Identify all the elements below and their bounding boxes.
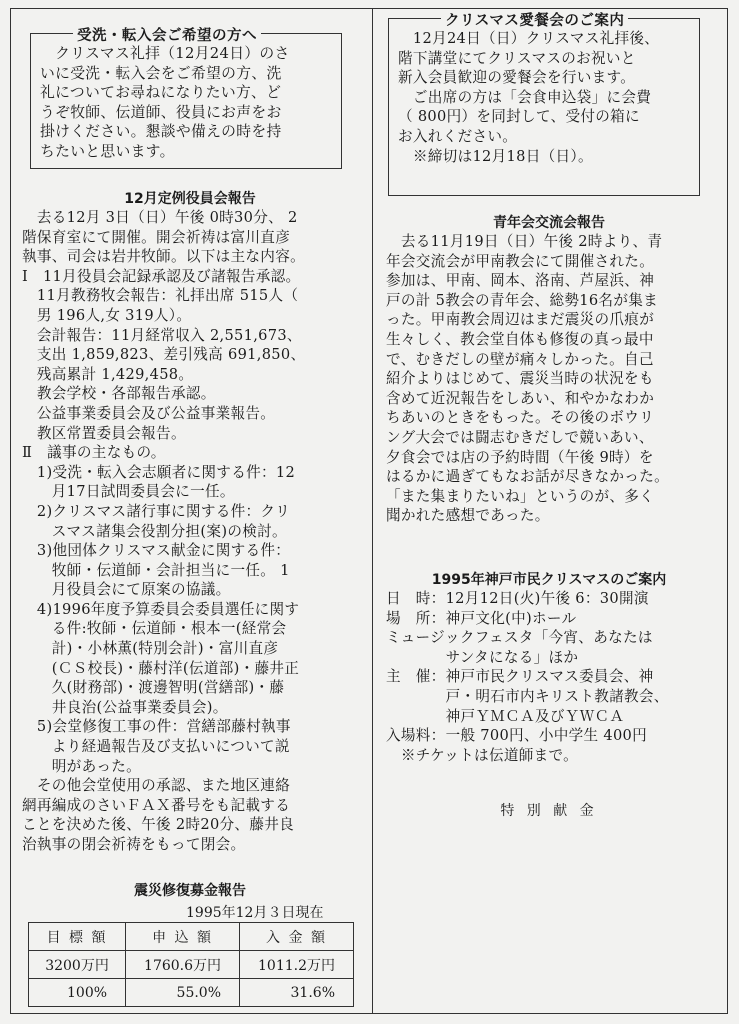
text-line: 掛けください。懇談や備えの時を持 xyxy=(40,123,282,141)
text-line: ことを決めた後、午後 2時20分、藤井良 xyxy=(22,816,294,834)
text-line: 生々しく、教会堂自体も修復の真っ最中 xyxy=(386,330,654,348)
text-line: 参加は、甲南、岡本、洛南、芦屋浜、神 xyxy=(386,272,655,290)
text-line: 会計報告：11月経常収入 2,551,673、 xyxy=(22,326,302,344)
text-line: より経過報告及び支払いについて説 xyxy=(22,738,290,756)
table-cell: 1011.2万円 xyxy=(240,951,354,979)
text-line: 新入会員歓迎の愛餐会を行います。 xyxy=(398,69,636,87)
text-line: Ⅱ 議事の主なもの。 xyxy=(22,444,166,462)
text-line: 入場料：一般 700円、小中学生 400円 xyxy=(386,727,648,745)
xmas-dinner-box xyxy=(388,13,700,196)
text-line: いに受洗・転入会をご希望の方、洗 xyxy=(40,64,282,82)
text-line: クリスマス礼拝（12月24日）のさ xyxy=(40,45,290,62)
text-line: ング大会では闘志むきだしで競いあい、 xyxy=(386,428,654,446)
text-line: 日 時：12月12日(火)午後 6：30開演 xyxy=(386,590,649,607)
officers-report-text xyxy=(22,208,362,855)
text-line: お入れください。 xyxy=(398,127,518,145)
table-header-cell: 入 金 額 xyxy=(240,923,354,951)
text-line: 公益事業委員会及び公益事業報告。 xyxy=(22,404,276,422)
table-cell: 55.0% xyxy=(126,979,240,1007)
text-line: 教会学校・各部報告承認。 xyxy=(22,385,216,403)
baptism-notice-text xyxy=(40,44,290,162)
text-line: 3)他団体クリスマス献金に関する件： xyxy=(22,542,291,560)
text-line: 執事、司会は岩井牧師。以下は主な内容。 xyxy=(22,248,305,266)
text-line: 階下講堂にてクリスマスのお祝いと xyxy=(398,49,636,67)
text-line: 紹介よりはじめて、震災当時の状況をも xyxy=(386,370,654,388)
youth-report-text xyxy=(386,232,716,526)
text-line: 神戸ＹＭＣＡ及びＹＷＣＡ xyxy=(386,707,625,725)
text-line: ご出席の方は「会食申込袋」に会費 xyxy=(398,88,652,106)
text-line: ちあいのときをもった。その後のボウリ xyxy=(386,409,655,427)
text-line: 男 196人,女 319人）。 xyxy=(22,306,192,324)
text-line: 含めて近況報告をしあい、和やかなわか xyxy=(386,389,655,407)
special-offering-title: 特 別 献 金 xyxy=(500,803,598,819)
text-line: 1)受洗・転入会志願者に関する件：12 xyxy=(22,463,296,481)
text-line: 11月教務牧会報告：礼拝出席 515人（ xyxy=(22,287,299,305)
text-line: 残高累計 1,429,458。 xyxy=(22,365,194,383)
text-line: 支出 1,859,823、差引残高 691,850、 xyxy=(22,346,306,364)
text-line: サンタになる」ほか xyxy=(386,648,579,666)
text-line: 12月24日（日）クリスマス礼拝後、 xyxy=(398,30,660,47)
text-line: Ⅰ 11月役員会記録承認及び諸報告承認。 xyxy=(22,267,301,285)
text-line: スマス諸集会役割分担(案)の検討。 xyxy=(22,522,287,540)
fund-report-date: 1995年12月３日現在 xyxy=(186,905,324,921)
table-cell: 100% xyxy=(29,979,126,1007)
officers-report-title: 12月定例役員会報告 xyxy=(124,191,256,207)
citizens-xmas-title: 1995年神戸市民クリスマスのご案内 xyxy=(431,572,667,588)
text-line: 2)クリスマス諸行事に関する件：クリ xyxy=(22,502,291,520)
text-line: （ 800円）を同封して、受付の箱に xyxy=(398,108,640,126)
text-line: 牧師・伝道師・会計担当に一任。 1 xyxy=(22,561,290,579)
text-line: 年会交流会が甲南教会にて開催された。 xyxy=(386,252,655,270)
table-row xyxy=(29,979,354,1007)
text-line: 網再編成のさいＦＡＸ番号をも記載する xyxy=(22,796,291,814)
text-line: 戸・明石市内キリスト教諸教会、 xyxy=(386,687,669,705)
baptism-notice-title: 受洗・転入会ご希望の方へ xyxy=(73,24,261,45)
text-line: はるかに過ぎてもなお話が尽きなかった。 xyxy=(386,468,669,486)
baptism-notice-box xyxy=(30,28,342,169)
table-cell: 3200万円 xyxy=(29,951,126,979)
table-row xyxy=(29,923,354,951)
text-line: 月役員会にて原案の協議。 xyxy=(22,581,231,599)
text-line: ※チケットは伝道師まで。 xyxy=(386,746,579,764)
text-line: 計)・小林薫(特別会計)・富川直彦 xyxy=(22,640,279,658)
text-line: 夕食会では店の予約時間（午後 9時）を xyxy=(386,448,654,466)
text-line: 主 催：神戸市民クリスマス委員会、神 xyxy=(386,668,654,686)
text-line: 月17日試問委員会に一任。 xyxy=(22,483,235,501)
xmas-dinner-title: クリスマス愛餐会のご案内 xyxy=(441,9,628,30)
table-header-cell: 目 標 額 xyxy=(29,923,126,951)
text-line: 明があった。 xyxy=(22,757,142,775)
text-line: うぞ牧師、伝道師、役員にお声をお xyxy=(40,103,282,121)
text-line: その他会堂使用の承認、また地区連絡 xyxy=(22,777,291,795)
table-cell: 1760.6万円 xyxy=(126,951,240,979)
text-line: 治執事の閉会祈祷をもって閉会。 xyxy=(22,836,246,853)
text-line: 「また集まりたいね」というのが、多く xyxy=(386,487,655,505)
xmas-dinner-text xyxy=(398,29,659,166)
column-divider xyxy=(372,8,373,1014)
text-line: (ＣＳ校長)・藤村洋(伝道部)・藤井正 xyxy=(22,659,300,677)
table-header-cell: 申 込 額 xyxy=(126,923,240,951)
text-line: 戸の計 5教会の青年会、総勢16名が集ま xyxy=(386,291,658,309)
fund-report-title: 震災修復募金報告 xyxy=(134,883,246,899)
text-line: る件:牧師・伝道師・根本一(経常会 xyxy=(22,620,287,638)
text-line: で、むきだしの壁が痛々しかった。自己 xyxy=(386,350,654,368)
text-line: 礼についてお尋ねになりたい方、ど xyxy=(40,84,282,102)
fund-table xyxy=(28,922,354,1007)
text-line: った。甲南教会周辺はまだ震災の爪痕が xyxy=(386,311,655,329)
text-line: 去る11月19日（日）午後 2時より、青 xyxy=(386,233,663,250)
table-row xyxy=(29,951,354,979)
text-line: 久(財務部)・渡邊智明(営繕部)・藤 xyxy=(22,679,285,697)
text-line: ちたいと思います。 xyxy=(40,142,175,160)
text-line: ※締切は12月18日（日）。 xyxy=(398,147,593,165)
youth-report-title: 青年会交流会報告 xyxy=(493,215,605,231)
text-line: 階保育室にて開催。開会祈祷は富川直彦 xyxy=(22,228,291,246)
text-line: 4)1996年度予算委員会委員選任に関す xyxy=(22,600,300,618)
text-line: 教区常置委員会報告。 xyxy=(22,424,186,442)
table-cell: 31.6% xyxy=(240,979,354,1007)
text-line: 5)会堂修復工事の件：営繕部藤村執事 xyxy=(22,718,291,736)
text-line: 井良治(公益事業委員会)。 xyxy=(22,698,228,716)
text-line: 場 所：神戸文化(中)ホール xyxy=(386,609,577,627)
text-line: ミュージックフェスタ「今宵、あなたは xyxy=(386,629,653,647)
citizens-xmas-text xyxy=(386,589,716,765)
text-line: 去る12月 3日（日）午後 0時30分、 2 xyxy=(22,209,298,226)
text-line: 聞かれた感想であった。 xyxy=(386,507,550,525)
